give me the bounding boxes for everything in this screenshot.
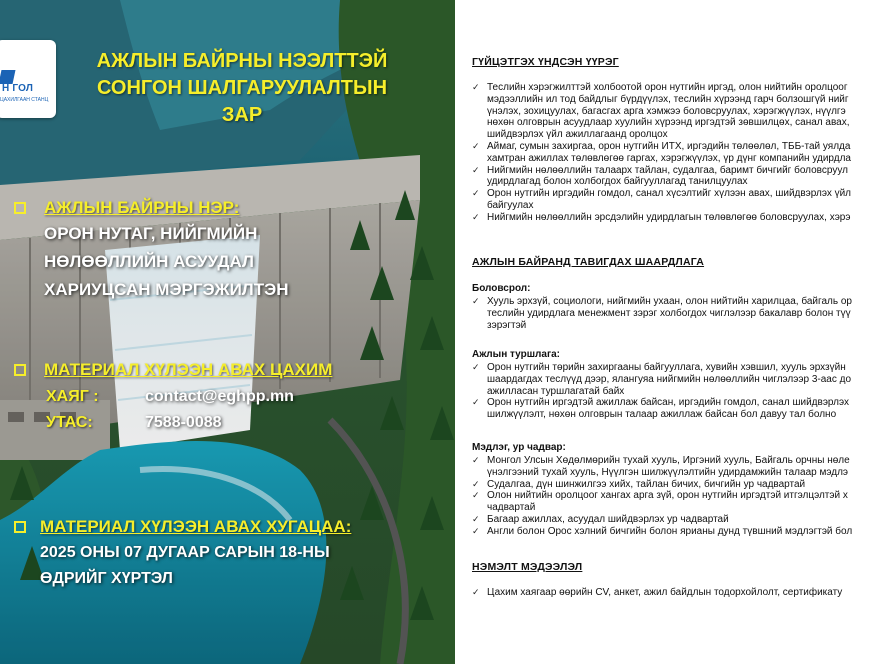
- address-label: ХАЯГ :: [46, 388, 99, 405]
- bullet-text: Орон нутгийн төрийн захиргааны байгууллага, хувийн хэвшил, хууль эрхзүйн: [487, 362, 846, 373]
- checkbox-icon: [14, 364, 26, 376]
- bullet-continuation: үнэлэх, зохицуулах, багасгах арга хэмжээ боловсруулах, хэрэгжүүлэх, нүүлгэ: [487, 105, 846, 117]
- checkmark-icon: ✓: [472, 211, 480, 222]
- deadline-line: 2025 ОНЫ 07 ДУГААР САРЫН 18-НЫ: [40, 544, 330, 561]
- bullet-continuation: удирдлагад болон холбогдох байгууллагад танилцуулах: [487, 176, 748, 188]
- job-title-heading: АЖЛЫН БАЙРНЫ НЭР:: [44, 198, 240, 217]
- education-label: Боловсрол:: [472, 283, 531, 294]
- additional-info-heading: НЭМЭЛТ МЭДЭЭЛЭЛ: [472, 561, 583, 573]
- job-title-line: НӨЛӨӨЛЛИЙН АСУУДАЛ: [44, 252, 254, 271]
- bullet-continuation: үнэлгээний тухай хууль, Нүүлгэн шилжүүлэлтийн удирдамжийн талаар мэдлэ: [487, 466, 849, 478]
- bullet-item: [472, 296, 852, 308]
- deadline-line: ӨДРИЙГ ХҮРТЭЛ: [40, 570, 173, 587]
- bullet-continuation: хамтран ажиллах төлөвлөгөө гаргах, хэрэгжүүлэх, үр дүнг компанийн удирдла: [487, 152, 851, 164]
- bullet-item: [472, 188, 851, 200]
- checkbox-icon: [14, 202, 26, 214]
- job-title-text: [44, 220, 288, 304]
- checkbox-icon: [14, 521, 26, 533]
- bullet-item: [472, 455, 850, 467]
- bullet-item: [472, 212, 850, 224]
- bullet-continuation: нөхөн олговрын асуудлаар хуулийн хүрээнд иргэдтэй зөвшилцөх, санал авах,: [487, 117, 850, 129]
- bullet-text: Монгол Улсын Хөдөлмөрийн тухай хууль, Иргэний хууль, Байгаль орчны нөле: [487, 455, 850, 466]
- bullet-continuation: зэрэгтэй: [487, 319, 527, 331]
- bullet-continuation: чадвартай: [487, 502, 536, 514]
- title-line: АЖЛЫН БАЙРНЫ НЭЭЛТТЭЙ: [96, 50, 388, 72]
- bullet-text: Олон нийтийн оролцоог хангах арга зүй, орон нутгийн иргэдтэй итгэлцэлтэй х: [487, 490, 848, 502]
- bullet-item: [472, 526, 852, 538]
- logo-mark-icon: [0, 70, 15, 84]
- contact-email[interactable]: contact@eghpp.mn: [145, 388, 294, 405]
- bullet-text: Судалгаа, дүн шинжилгээ хийх, тайлан бичих, бичгийн ур чадвартай: [487, 478, 806, 490]
- checkmark-icon: ✓: [472, 164, 480, 175]
- checkmark-icon: ✓: [472, 188, 480, 199]
- title-line: ЗАР: [221, 104, 263, 126]
- checkmark-icon: ✓: [472, 82, 480, 92]
- bullet-text: Орон нутгийн иргэдтэй ажиллаж байсан, иргэдийн гомдол, санал шийдвэрлэх: [487, 397, 849, 409]
- duties-heading: ГҮЙЦЭТГЭХ ҮНДСЭН ҮҮРЭГ: [472, 56, 619, 68]
- bullet-text: Нийгмийн нөлөөллийн эрсдэлийн удирдлагын төлөвлөгөө боловсруулах, хэрэ: [487, 211, 851, 223]
- bullet-item: [472, 165, 848, 177]
- checkmark-icon: ✓: [472, 141, 480, 151]
- checkmark-icon: ✓: [472, 525, 480, 536]
- bullet-continuation: байгуулах: [487, 200, 534, 211]
- bullet-item: [472, 514, 729, 526]
- company-logo: [0, 40, 56, 118]
- deadline-text: [40, 540, 330, 592]
- bullet-text: Нийгмийн нөлөөллийн талаарх тайлан, судалгаа, баримт бичгийг боловсруул: [487, 164, 848, 176]
- bullet-text: Теслийн хэрэгжилттэй холбоотой орон нутгийн иргэд, олон нийтийн оролцоог: [487, 82, 848, 93]
- bullet-text: Орон нутгийн иргэдийн гомдол, санал хүсэлтийг хүлээн авах, шийдвэрлэх үйл: [487, 188, 852, 200]
- title-line: СОНГОН ШАЛГАРУУЛАЛТЫН: [96, 77, 388, 99]
- bullet-item: [472, 479, 805, 491]
- contact-heading: МАТЕРИАЛ ХҮЛЭЭН АВАХ ЦАХИМ: [44, 360, 333, 379]
- bullet-continuation: ажилласан туршлагатай байх: [487, 385, 625, 397]
- checkmark-icon: ✓: [472, 397, 480, 408]
- checkmark-icon: ✓: [472, 490, 480, 501]
- logo-subtitle: ЦАХИЛГААН СТАНЦ: [0, 97, 49, 103]
- job-title-line: ОРОН НУТАГ, НИЙГМИЙН: [44, 224, 258, 243]
- bullet-continuation: шаардагдах теслүүд дээр, ялангуяа нийгмийн нөлөөллийн чиглэлээр 3-аас до: [487, 373, 852, 385]
- bullet-text: Цахим хаягаар өөрийн CV, анкет, ажил байдлын тодорхойлолт, сертификату: [487, 587, 843, 598]
- checkmark-icon: ✓: [472, 587, 480, 597]
- bullet-item: [472, 490, 848, 502]
- checkmark-icon: ✓: [472, 455, 480, 465]
- logo-name: Н ГОЛ: [2, 83, 34, 94]
- job-description-document: [455, 0, 890, 664]
- checkmark-icon: ✓: [472, 514, 480, 524]
- bullet-continuation: шийдвэрлэх үйл ажиллагаанд оролцох: [487, 129, 668, 141]
- checkmark-icon: ✓: [472, 296, 480, 306]
- experience-label: Ажлын туршлага:: [472, 349, 561, 360]
- bullet-text: Аймаг, сумын захиргаа, орон нутгийн ИТХ, иргэдийн төлөөлөл, ТББ-тай уялда: [487, 141, 851, 152]
- contact-phone: 7588-0088: [145, 414, 222, 431]
- job-title-line: ХАРИУЦСАН МЭРГЭЖИЛТЭН: [44, 280, 289, 299]
- bullet-continuation: шилжүүлэлт, нөхөн олговрын талаар ажиллаж байсан бол давуу тал болно: [487, 409, 837, 421]
- requirements-heading: АЖЛЫН БАЙРАНД ТАВИГДАХ ШААРДЛАГА: [472, 256, 705, 268]
- checkmark-icon: ✓: [472, 362, 480, 372]
- bullet-item: [472, 141, 850, 153]
- bullet-continuation: теслийн удирдлага менежмент зэрэг холбогдох чиглэлээр бакалавр болон түү: [487, 307, 851, 319]
- bullet-item: [472, 82, 848, 94]
- bullet-item: [472, 397, 849, 409]
- deadline-heading: МАТЕРИАЛ ХҮЛЭЭН АВАХ ХУГАЦАА:: [40, 517, 352, 536]
- phone-label: УТАС:: [46, 414, 93, 431]
- bullet-text: Хууль эрхзүй, социологи, нийгмийн ухаан, олон нийтийн харилцаа, байгаль ор: [487, 296, 852, 307]
- skills-label: Мэдлэг, ур чадвар:: [472, 442, 566, 453]
- poster-title: [72, 48, 412, 129]
- checkmark-icon: ✓: [472, 478, 480, 489]
- bullet-continuation: мэдээллийн ил тод байдлыг бүрдүүлэх, теслийн хүрээнд гарч болзошгүй нийг: [487, 93, 849, 105]
- bullet-item: [472, 587, 842, 599]
- bullet-text: Багаар ажиллах, асуудал шийдвэрлэх ур чадвартай: [487, 514, 729, 525]
- bullet-text: Англи болон Орос хэлний бичгийн болон ярианы дунд түвшний мэдлэгтэй бол: [487, 525, 853, 537]
- bullet-item: [472, 362, 846, 374]
